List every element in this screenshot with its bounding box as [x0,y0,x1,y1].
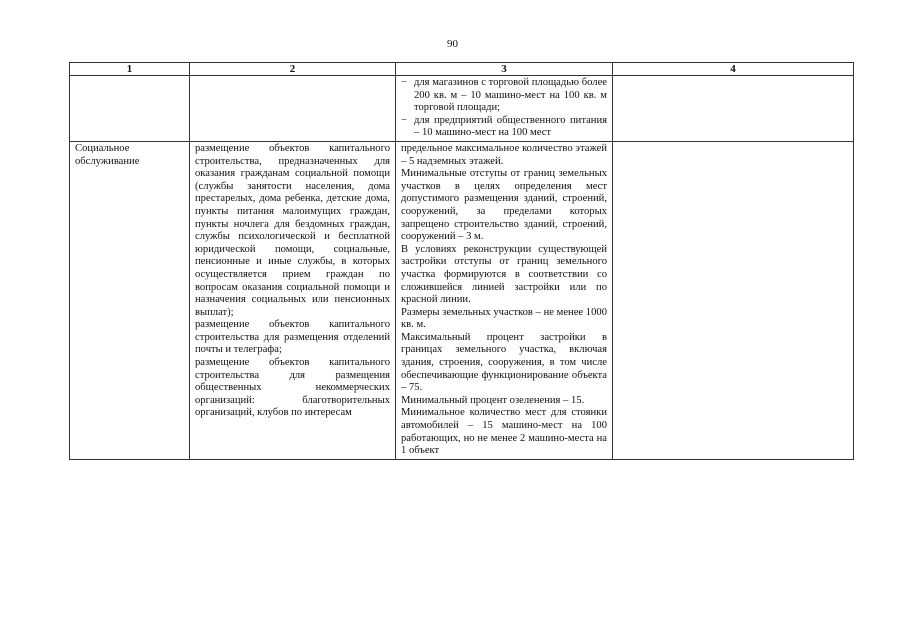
dash-marker: − [401,114,407,126]
cell-use-description [190,76,396,142]
header-col-1: 1 [70,63,190,76]
table-header-row [70,63,854,76]
cell-use-description [190,141,396,459]
header-col-4: 4 [613,63,854,76]
parameter-paragraph: Минимальное количество мест для стоянки автомобилей – 15 машино-мест на 100 работающих, но не менее 2 машино-места на 1 объект [401,407,607,457]
parameter-paragraph: Минимальный процент озеленения – 15. [401,394,585,406]
table-row [70,141,854,459]
parameter-paragraph: Минимальные отступы от границ земельных участков в целях определения мест допустимого размещения зданий, строений, сооружений, за пределами которых запрещено строительство зданий, строений, сооружений – 3 м. [401,168,607,243]
dash-marker: − [401,77,407,88]
land-use-table [69,62,854,460]
cell-restrictions [613,76,854,142]
table-row [70,76,854,142]
header-col-2: 2 [190,63,396,76]
parameter-paragraph: Максимальный процент застройки в границах земельного участка, включая здания, строения, сооружения, в том числе обеспечивающие функционирование объекта – 75. [401,331,607,394]
description-paragraph: размещение объектов капитального строительства для размещения общественных некоммерческих организаций: благотворительных организаций, клубов по интересам [195,357,390,419]
list-item-text: для магазинов с торговой площадью более 200 кв. м – 10 машино-мест на 100 кв. м торговой площади; [414,77,607,114]
cell-use-name: Социальное обслуживание [70,141,190,459]
description-paragraph: размещение объектов капитального строительства для размещения отделений почты и телеграфа; [195,319,390,356]
parking-norms-list [401,77,607,140]
cell-use-name [70,76,190,142]
parameter-paragraph: В условиях реконструкции существующей застройки отступы от границ земельного участка формируются в соответствии со сложившейся линией застройки или по красной линии. [401,243,607,306]
page-number: 90 [447,38,458,50]
cell-parameters [396,76,613,142]
cell-parameters [396,141,613,459]
parameter-paragraph: Размеры земельных участков – не менее 1000 кв. м. [401,306,607,331]
description-paragraph: размещение объектов капитального строительства, предназначенных для оказания гражданам социальной помощи (службы занятости населения, дома престарелых, дома ребенка, детские дома, пункты питания малоимущих граждан, пункты ночлега для бездомных граждан, службы психологической и бесплатной юридической помощи, социальные, пенсионные и иные службы, в которых осуществляется прием граждан по вопросам оказания социальной помощи и назначения социальных или пенсионных выплат); [195,142,390,318]
header-col-3: 3 [396,63,613,76]
list-item [401,115,607,140]
parameter-paragraph: предельное максимальное количество этажей – 5 надземных этажей. [401,142,607,167]
list-item [401,77,607,115]
list-item-text: для предприятий общественного питания – 10 машино-мест на 100 мест [414,114,607,139]
cell-restrictions [613,141,854,459]
